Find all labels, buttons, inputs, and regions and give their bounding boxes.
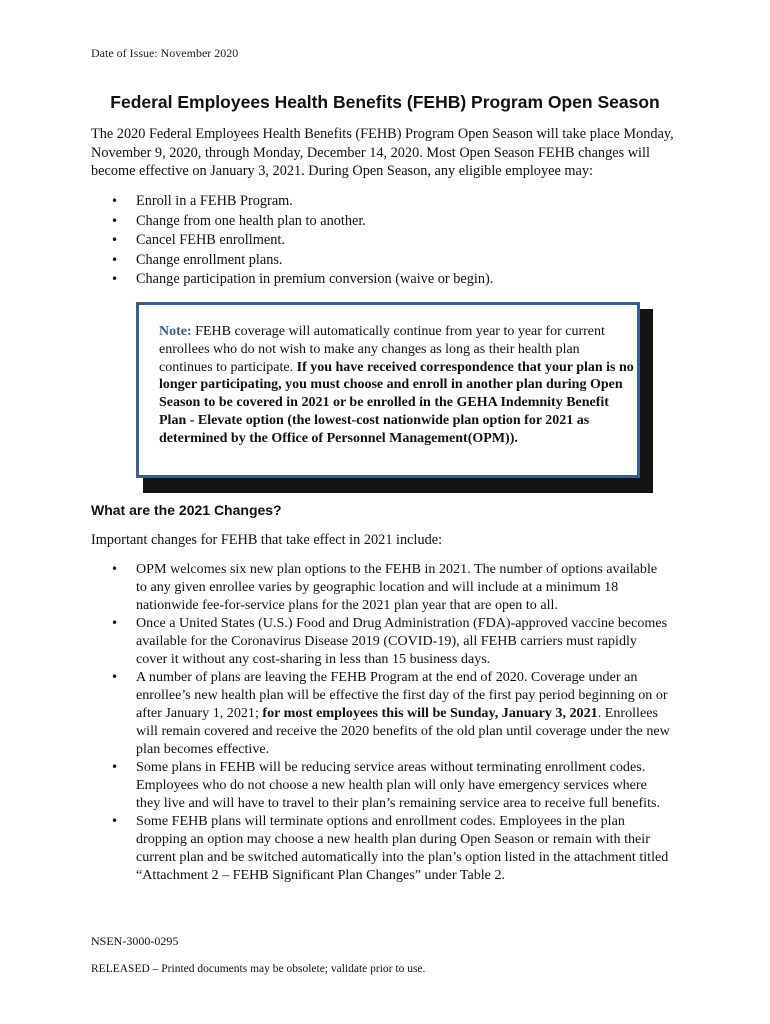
- list-item-text: A number of plans are leaving the FEHB Program at the end of 2020. Coverage under an enrollee’s new health plan will be effective the first day of the first pay period beginning on or after January 1, 2021;: [136, 669, 668, 721]
- note-text: [159, 323, 634, 448]
- section-heading: What are the 2021 Changes?: [91, 502, 282, 518]
- list-item: • Change from one health plan to another.: [136, 212, 696, 232]
- eligible-actions-list: [136, 192, 696, 290]
- list-item: • Enroll in a FEHB Program.: [136, 192, 696, 212]
- list-item: • Cancel FEHB enrollment.: [136, 231, 696, 251]
- list-item-bold-text: for most employees this will be Sunday, January 3, 2021: [262, 705, 598, 721]
- note-body: FEHB coverage will automatically continue from year to year for current enrollees who do not wish to make any changes as long as their health plan continues to participate.: [159, 324, 605, 375]
- date-of-issue: Date of Issue: November 2020: [91, 46, 239, 60]
- release-notice: RELEASED – Printed documents may be obsolete; validate prior to use.: [91, 963, 426, 975]
- list-item: [136, 668, 671, 758]
- list-item: • Once a United States (U.S.) Food and Drug Administration (FDA)-approved vaccine becomes available for the Coronavirus Disease 2019 (COVID-19), all FEHB carriers must rapidly cover it without any cost-sharing in less than 15 business days.: [136, 614, 671, 668]
- list-item: • Change enrollment plans.: [136, 251, 696, 271]
- note-bold-body: If you have received correspondence that your plan is no longer participating, you must choose and enroll in another plan during Open Season to be covered in 2021 or be enrolled in the GEHA Indemnity Benefit Plan - Elevate option (the lowest-cost nationwide plan option for 2021 as determined by the Office of Personnel Management(OPM)).: [159, 359, 634, 446]
- document-code: NSEN-3000-0295: [91, 934, 179, 948]
- list-item-text: . Enrollees will remain covered and receive the 2020 benefits of the old plan until coverage under the new plan becomes effective.: [136, 705, 670, 757]
- page-title: Federal Employees Health Benefits (FEHB) Program Open Season: [110, 92, 660, 112]
- section-intro: Important changes for FEHB that take effect in 2021 include:: [91, 532, 443, 548]
- list-item: • Change participation in premium conversion (waive or begin).: [136, 270, 696, 290]
- list-item: • Some plans in FEHB will be reducing service areas without terminating enrollment codes. Employees who do not choose a new health plan will only have emergency services where they live and will have to travel to their plan’s remaining service area to receive full benefits.: [136, 758, 671, 812]
- changes-list: [136, 560, 671, 884]
- list-item: • OPM welcomes six new plan options to the FEHB in 2021. The number of options available to any given enrollee varies by geographic location and will include at a minimum 18 nationwide fee-for-service plans for the 2021 plan year that are open to all.: [136, 560, 671, 614]
- list-item: • Some FEHB plans will terminate options and enrollment codes. Employees in the plan dropping an option may choose a new health plan during Open Season or remain with their current plan and be switched automatically into the plan’s option listed in the attachment titled “Attachment 2 – FEHB Significant Plan Changes” under Table 2.: [136, 812, 671, 884]
- note-label: Note:: [159, 324, 192, 339]
- intro-paragraph: The 2020 Federal Employees Health Benefits (FEHB) Program Open Season will take place Monday, November 9, 2020, through Monday, December 14, 2020. Most Open Season FEHB changes will become effective on January 3, 2021. During Open Season, any eligible employee may:: [91, 126, 674, 179]
